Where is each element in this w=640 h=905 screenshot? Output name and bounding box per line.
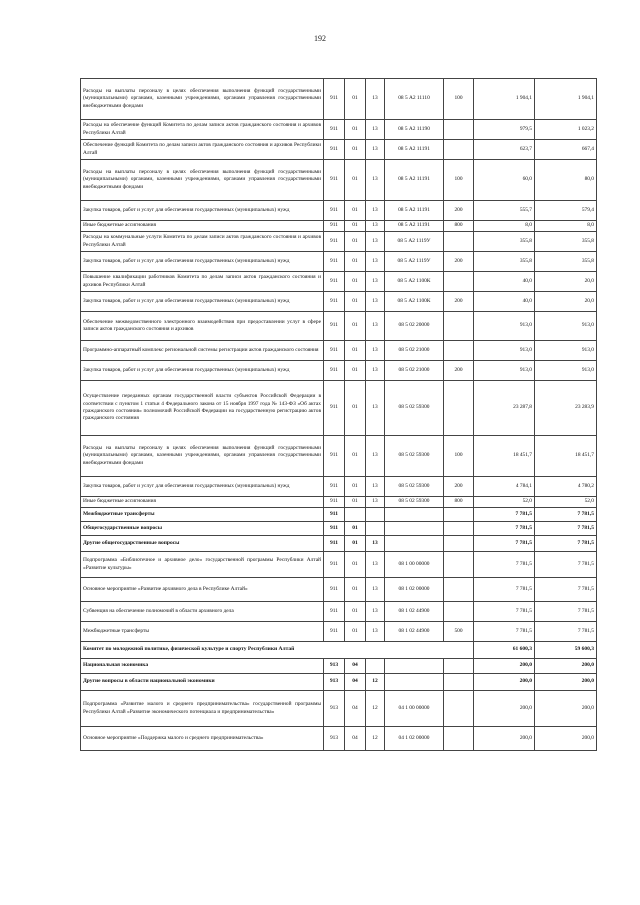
amount-year-2: 20,0 (535, 292, 597, 312)
amount-year-2: 355,8 (535, 252, 597, 272)
amount-year-2: 667,4 (535, 140, 597, 160)
amount-year-2: 913,0 (535, 312, 597, 341)
target-article-code: 08 5 02 59300 (385, 381, 444, 436)
subsection-code: 13 (366, 79, 385, 120)
target-article-code: 08 5 02 59300 (385, 436, 444, 477)
subsection-code: 13 (366, 536, 385, 552)
amount-year-1: 60,0 (474, 160, 535, 201)
amount-year-1: 7 781,5 (474, 602, 535, 622)
row-name: Расходы на выплаты персоналу в целях обеспечения выполнения функций государственными (муниципальными) органами, казенными учреждениями, органами управления государственными внебюджетными фондами (81, 160, 324, 201)
table-row (81, 221, 597, 232)
section-code (345, 508, 366, 522)
department-code: 913 (324, 659, 345, 674)
amount-year-2: 7 781,5 (535, 552, 597, 578)
row-name: Подпрограмма «Библиотечное и архивное дело» государственной программы Республики Алтай «Развитие культуры» (81, 552, 324, 578)
table-row (81, 622, 597, 642)
department-code: 911 (324, 622, 345, 642)
row-name: Межбюджетные трансферты (81, 508, 324, 522)
amount-year-2: 200,0 (535, 674, 597, 691)
expense-type-code (444, 232, 474, 252)
expense-type-code (444, 552, 474, 578)
row-name: Расходы на коммунальные услуги Комитета по делам записи актов гражданского состояния и архивов Республики Алтай (81, 232, 324, 252)
row-name: Национальная экономика (81, 659, 324, 674)
amount-year-2: 20,0 (535, 272, 597, 292)
section-code: 01 (345, 436, 366, 477)
amount-year-2: 1 023,2 (535, 120, 597, 140)
section-code: 01 (345, 497, 366, 508)
section-code: 01 (345, 341, 366, 361)
target-article-code: 08 5 А2 11191 (385, 160, 444, 201)
department-code: 913 (324, 727, 345, 751)
expense-type-code: 200 (444, 201, 474, 221)
target-article-code: 08 5 А2 11110 (385, 79, 444, 120)
section-code: 04 (345, 659, 366, 674)
subsection-code: 12 (366, 674, 385, 691)
section-code: 01 (345, 232, 366, 252)
target-article-code (385, 508, 444, 522)
target-article-code: 08 5 02 59300 (385, 477, 444, 497)
row-name: Закупка товаров, работ и услуг для обеспечения государственных (муниципальных) нужд (81, 201, 324, 221)
department-code: 911 (324, 508, 345, 522)
expense-type-code (444, 381, 474, 436)
section-code: 01 (345, 477, 366, 497)
section-code: 01 (345, 140, 366, 160)
amount-year-1: 18 451,7 (474, 436, 535, 477)
target-article-code: 08 5 02 21000 (385, 341, 444, 361)
amount-year-1: 52,0 (474, 497, 535, 508)
row-name: Общегосударственные вопросы (81, 522, 324, 536)
table-row (81, 536, 597, 552)
target-article-code: 08 5 02 59300 (385, 497, 444, 508)
subsection-code: 13 (366, 160, 385, 201)
section-code: 01 (345, 361, 366, 381)
expense-type-code (444, 312, 474, 341)
expense-type-code (444, 272, 474, 292)
department-code: 911 (324, 252, 345, 272)
table-row (81, 674, 597, 691)
table-row (81, 691, 597, 727)
amount-year-1: 200,0 (474, 691, 535, 727)
target-article-code (385, 674, 444, 691)
subsection-code: 13 (366, 436, 385, 477)
amount-year-2: 200,0 (535, 691, 597, 727)
department-code: 911 (324, 232, 345, 252)
table-row (81, 361, 597, 381)
expense-type-code (444, 341, 474, 361)
target-article-code: 08 5 А2 11191 (385, 201, 444, 221)
expense-type-code: 200 (444, 292, 474, 312)
subsection-code: 13 (366, 578, 385, 602)
section-code: 01 (345, 578, 366, 602)
amount-year-2: 4 780,2 (535, 477, 597, 497)
table-row (81, 232, 597, 252)
target-article-code: 04 1 00 00000 (385, 691, 444, 727)
table-row (81, 436, 597, 477)
section-code: 01 (345, 552, 366, 578)
section-code: 01 (345, 252, 366, 272)
table-row (81, 292, 597, 312)
table-row (81, 602, 597, 622)
amount-year-1: 1 904,1 (474, 79, 535, 120)
amount-year-1: 4 784,1 (474, 477, 535, 497)
row-name: Другие вопросы в области национальной экономики (81, 674, 324, 691)
department-code: 911 (324, 436, 345, 477)
table-row (81, 341, 597, 361)
department-code: 911 (324, 536, 345, 552)
expense-type-code: 100 (444, 436, 474, 477)
amount-year-1: 913,0 (474, 341, 535, 361)
amount-year-2: 1 904,1 (535, 79, 597, 120)
amount-year-1: 23 287,8 (474, 381, 535, 436)
department-code: 911 (324, 341, 345, 361)
department-code: 911 (324, 602, 345, 622)
target-article-code: 08 5 А2 11191 (385, 221, 444, 232)
subsection-code (366, 508, 385, 522)
subsection-code (366, 659, 385, 674)
amount-year-1: 40,0 (474, 272, 535, 292)
row-name: Программно-аппаратный комплекс региональной системы регистрации актов гражданского состояния (81, 341, 324, 361)
subsection-code: 13 (366, 361, 385, 381)
department-code: 911 (324, 221, 345, 232)
expense-type-code (444, 659, 474, 674)
amount-year-2: 18 451,7 (535, 436, 597, 477)
subsection-code: 13 (366, 252, 385, 272)
row-name: Обеспечение функций Комитета по делам записи актов гражданского состояния и архивов Республики Алтай (81, 140, 324, 160)
amount-year-1: 7 781,5 (474, 578, 535, 602)
table-row (81, 497, 597, 508)
table-row (81, 79, 597, 120)
table-row (81, 508, 597, 522)
department-code: 911 (324, 497, 345, 508)
table-row (81, 120, 597, 140)
amount-year-1: 7 781,5 (474, 622, 535, 642)
expense-type-code (444, 522, 474, 536)
section-code: 01 (345, 536, 366, 552)
table-row (81, 477, 597, 497)
section-code: 01 (345, 622, 366, 642)
table-row (81, 578, 597, 602)
row-name: Комитет по молодежной политике, физической культуре и спорту Республики Алтай (81, 642, 474, 659)
amount-year-2: 23 283,9 (535, 381, 597, 436)
row-name: Расходы на выплаты персоналу в целях обеспечения выполнения функций государственными (муниципальными) органами, казенными учреждениями, органами управления государственными внебюджетными фондами (81, 436, 324, 477)
row-name: Основное мероприятие «Развитие архивного дела в Республике Алтай» (81, 578, 324, 602)
section-code: 04 (345, 727, 366, 751)
amount-year-2: 7 781,5 (535, 622, 597, 642)
expense-type-code (444, 674, 474, 691)
expense-type-code (444, 578, 474, 602)
section-code: 01 (345, 292, 366, 312)
expense-type-code (444, 140, 474, 160)
row-name: Расходы на обеспечение функций Комитета по делам записи актов гражданского состояния и архивов Республики Алтай (81, 120, 324, 140)
subsection-code: 13 (366, 140, 385, 160)
expense-type-code (444, 120, 474, 140)
subsection-code: 12 (366, 691, 385, 727)
department-code: 911 (324, 79, 345, 120)
table-row (81, 642, 597, 659)
expense-type-code: 100 (444, 160, 474, 201)
target-article-code (385, 536, 444, 552)
section-code: 01 (345, 602, 366, 622)
table-row (81, 659, 597, 674)
subsection-code: 13 (366, 232, 385, 252)
amount-year-1: 200,0 (474, 727, 535, 751)
department-code: 911 (324, 160, 345, 201)
row-name: Закупка товаров, работ и услуг для обеспечения государственных (муниципальных) нужд (81, 361, 324, 381)
section-code: 01 (345, 160, 366, 201)
table-row (81, 140, 597, 160)
subsection-code (366, 522, 385, 536)
row-name: Иные бюджетные ассигнования (81, 221, 324, 232)
target-article-code: 08 5 А2 1119У (385, 252, 444, 272)
amount-year-2: 355,8 (535, 232, 597, 252)
row-name: Повышение квалификации работников Комитета по делам записи актов гражданского состояния и архивов Республики Алтай (81, 272, 324, 292)
amount-year-1: 555,7 (474, 201, 535, 221)
target-article-code: 08 5 02 21000 (385, 361, 444, 381)
department-code: 911 (324, 578, 345, 602)
amount-year-1: 7 781,5 (474, 552, 535, 578)
department-code: 911 (324, 120, 345, 140)
table-body (81, 79, 597, 751)
subsection-code: 13 (366, 552, 385, 578)
target-article-code: 08 5 А2 11191 (385, 140, 444, 160)
table-row (81, 252, 597, 272)
target-article-code: 08 5 02 20000 (385, 312, 444, 341)
amount-year-2: 579,4 (535, 201, 597, 221)
target-article-code: 04 1 02 00000 (385, 727, 444, 751)
amount-year-2: 7 781,5 (535, 522, 597, 536)
department-code: 911 (324, 201, 345, 221)
section-code: 01 (345, 201, 366, 221)
target-article-code: 08 1 02 44900 (385, 602, 444, 622)
department-code: 911 (324, 381, 345, 436)
amount-year-1: 355,8 (474, 232, 535, 252)
subsection-code: 13 (366, 497, 385, 508)
expense-type-code (444, 691, 474, 727)
section-code: 01 (345, 522, 366, 536)
department-code: 911 (324, 272, 345, 292)
section-code: 04 (345, 691, 366, 727)
expense-type-code: 800 (444, 221, 474, 232)
table-row (81, 160, 597, 201)
row-name: Межбюджетные трансферты (81, 622, 324, 642)
section-code: 01 (345, 381, 366, 436)
target-article-code: 08 5 А2 1100К (385, 292, 444, 312)
subsection-code: 13 (366, 602, 385, 622)
department-code: 911 (324, 522, 345, 536)
target-article-code: 08 5 А2 1119У (385, 232, 444, 252)
row-name: Закупка товаров, работ и услуг для обеспечения государственных (муниципальных) нужд (81, 252, 324, 272)
subsection-code: 13 (366, 120, 385, 140)
department-code: 913 (324, 691, 345, 727)
department-code: 913 (324, 674, 345, 691)
section-code: 01 (345, 79, 366, 120)
amount-year-1: 7 781,5 (474, 508, 535, 522)
expense-type-code: 100 (444, 79, 474, 120)
subsection-code: 13 (366, 477, 385, 497)
row-name: Другие общегосударственные вопросы (81, 536, 324, 552)
row-name: Закупка товаров, работ и услуг для обеспечения государственных (муниципальных) нужд (81, 477, 324, 497)
table-row (81, 727, 597, 751)
table-row (81, 381, 597, 436)
department-code: 911 (324, 361, 345, 381)
section-code: 01 (345, 120, 366, 140)
expense-type-code (444, 536, 474, 552)
target-article-code (385, 522, 444, 536)
row-name: Обеспечение межведомственного электронного взаимодействия при предоставлении услуг в сфере записи актов гражданского состояния и архивов (81, 312, 324, 341)
amount-year-1: 40,0 (474, 292, 535, 312)
table-row (81, 201, 597, 221)
subsection-code: 13 (366, 312, 385, 341)
subsection-code: 13 (366, 272, 385, 292)
target-article-code: 08 5 А2 1100К (385, 272, 444, 292)
expense-type-code (444, 602, 474, 622)
section-code: 01 (345, 221, 366, 232)
amount-year-1: 355,8 (474, 252, 535, 272)
subsection-code: 13 (366, 221, 385, 232)
table-row (81, 522, 597, 536)
expense-type-code: 200 (444, 361, 474, 381)
subsection-code: 13 (366, 622, 385, 642)
row-name: Закупка товаров, работ и услуг для обеспечения государственных (муниципальных) нужд (81, 292, 324, 312)
target-article-code: 08 1 00 00000 (385, 552, 444, 578)
amount-year-2: 200,0 (535, 659, 597, 674)
subsection-code: 13 (366, 292, 385, 312)
amount-year-1: 913,0 (474, 312, 535, 341)
amount-year-2: 7 781,5 (535, 508, 597, 522)
table-row (81, 272, 597, 292)
amount-year-1: 623,7 (474, 140, 535, 160)
amount-year-2: 913,0 (535, 361, 597, 381)
amount-year-2: 913,0 (535, 341, 597, 361)
amount-year-2: 7 781,5 (535, 578, 597, 602)
amount-year-2: 200,0 (535, 727, 597, 751)
department-code: 911 (324, 292, 345, 312)
amount-year-1: 200,0 (474, 674, 535, 691)
amount-year-1: 913,0 (474, 361, 535, 381)
row-name: Основное мероприятие «Поддержка малого и среднего предпринимательства» (81, 727, 324, 751)
target-article-code (385, 659, 444, 674)
amount-year-1: 979,5 (474, 120, 535, 140)
expense-type-code (444, 727, 474, 751)
department-code: 911 (324, 477, 345, 497)
amount-year-2: 80,0 (535, 160, 597, 201)
subsection-code: 13 (366, 381, 385, 436)
target-article-code: 08 1 02 44900 (385, 622, 444, 642)
budget-table (80, 78, 597, 751)
department-code: 911 (324, 140, 345, 160)
expense-type-code: 200 (444, 477, 474, 497)
subsection-code: 12 (366, 727, 385, 751)
subsection-code: 13 (366, 341, 385, 361)
department-code: 911 (324, 312, 345, 341)
row-name: Субвенция на обеспечение полномочий в области архивного дела (81, 602, 324, 622)
expense-type-code: 200 (444, 252, 474, 272)
amount-year-1: 61 600,3 (474, 642, 535, 659)
amount-year-1: 200,0 (474, 659, 535, 674)
amount-year-1: 8,0 (474, 221, 535, 232)
section-code: 04 (345, 674, 366, 691)
amount-year-2: 7 781,5 (535, 536, 597, 552)
department-code: 911 (324, 552, 345, 578)
row-name: Иные бюджетные ассигнования (81, 497, 324, 508)
amount-year-2: 59 600,3 (535, 642, 597, 659)
amount-year-1: 7 781,5 (474, 536, 535, 552)
amount-year-2: 52,0 (535, 497, 597, 508)
expense-type-code: 500 (444, 622, 474, 642)
row-name: Осуществление переданных органам государственной власти субъектов Российской Федерации в соответствии с пунктом 1 статьи 4 Федерального закона от 15 ноября 1997 года № 143-ФЗ «Об актах гражданского состояния» полномочий Российской Федерации на государственную регистрацию актов гражданского состояния (81, 381, 324, 436)
page-number: 192 (314, 34, 326, 43)
target-article-code: 08 1 02 00000 (385, 578, 444, 602)
expense-type-code (444, 508, 474, 522)
section-code: 01 (345, 272, 366, 292)
table-row (81, 552, 597, 578)
table-row (81, 312, 597, 341)
amount-year-2: 8,0 (535, 221, 597, 232)
section-code: 01 (345, 312, 366, 341)
amount-year-1: 7 781,5 (474, 522, 535, 536)
subsection-code: 13 (366, 201, 385, 221)
expense-type-code: 800 (444, 497, 474, 508)
row-name: Расходы на выплаты персоналу в целях обеспечения выполнения функций государственными (муниципальными) органами, казенными учреждениями, органами управления государственными внебюджетными фондами (81, 79, 324, 120)
amount-year-2: 7 781,5 (535, 602, 597, 622)
target-article-code: 08 5 А2 11190 (385, 120, 444, 140)
row-name: Подпрограмма «Развитие малого и среднего предпринимательства» государственной программы Республики Алтай «Развитие экономического потенциала и предпринимательства» (81, 691, 324, 727)
